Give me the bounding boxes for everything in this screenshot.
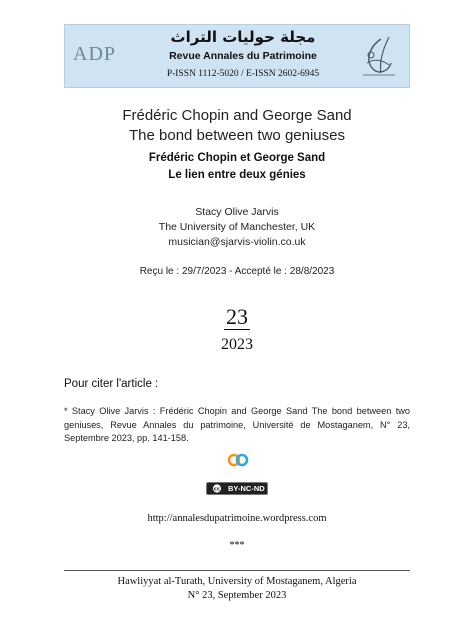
journal-logo-text: ADP [73,43,117,65]
journal-emblem-icon [359,33,399,81]
journal-name: Revue Annales du Patrimoine [169,50,317,62]
open-access-icon [227,453,249,467]
svg-text:cc: cc [213,486,221,493]
issue-number-underline [224,329,250,330]
arabic-journal-title: مجلة حوليات التراث [170,28,316,46]
title-fr-line-2: Le lien entre deux génies [168,169,306,181]
author-email: musician@sjarvis-violin.co.uk [168,236,306,248]
issn-line: P-ISSN 1112-5020 / E-ISSN 2602-6945 [166,69,320,79]
footer-line-2: N° 23, September 2023 [187,590,287,601]
journal-banner [64,24,410,88]
title-en-line-1: Frédéric Chopin and George Sand [122,107,352,124]
footer-line-1: Hawliyyat al-Turath, University of Mostaganem, Algeria [117,576,357,587]
author-affiliation: The University of Manchester, UK [158,221,316,233]
footer-rule [64,570,410,571]
issue-year: 2023 [221,336,253,353]
cc-license-badge[interactable] [206,482,268,495]
received-accepted-dates: Reçu le : 29/7/2023 - Accepté le : 28/8/2023 [139,266,335,277]
citation-heading: Pour citer l'article : [64,378,159,390]
title-en-line-2: The bond between two geniuses [129,127,345,144]
license-label: BY-NC-ND [228,484,265,493]
journal-website-link[interactable]: http://annalesdupatrimoine.wordpress.com [147,513,327,524]
section-separator: *** [229,540,245,551]
title-fr-line-1: Frédéric Chopin et George Sand [148,152,326,164]
issue-number: 23 [226,304,248,329]
creative-commons-icon [210,483,226,494]
author-name: Stacy Olive Jarvis [195,206,279,218]
citation-text: * Stacy Olive Jarvis : Frédéric Chopin and George Sand The bond between two geniuses, Revue Annales du patrimoine, Université de Mostaganem, N° 23, Septembre 2023, pp. 141-158. [64,406,410,443]
